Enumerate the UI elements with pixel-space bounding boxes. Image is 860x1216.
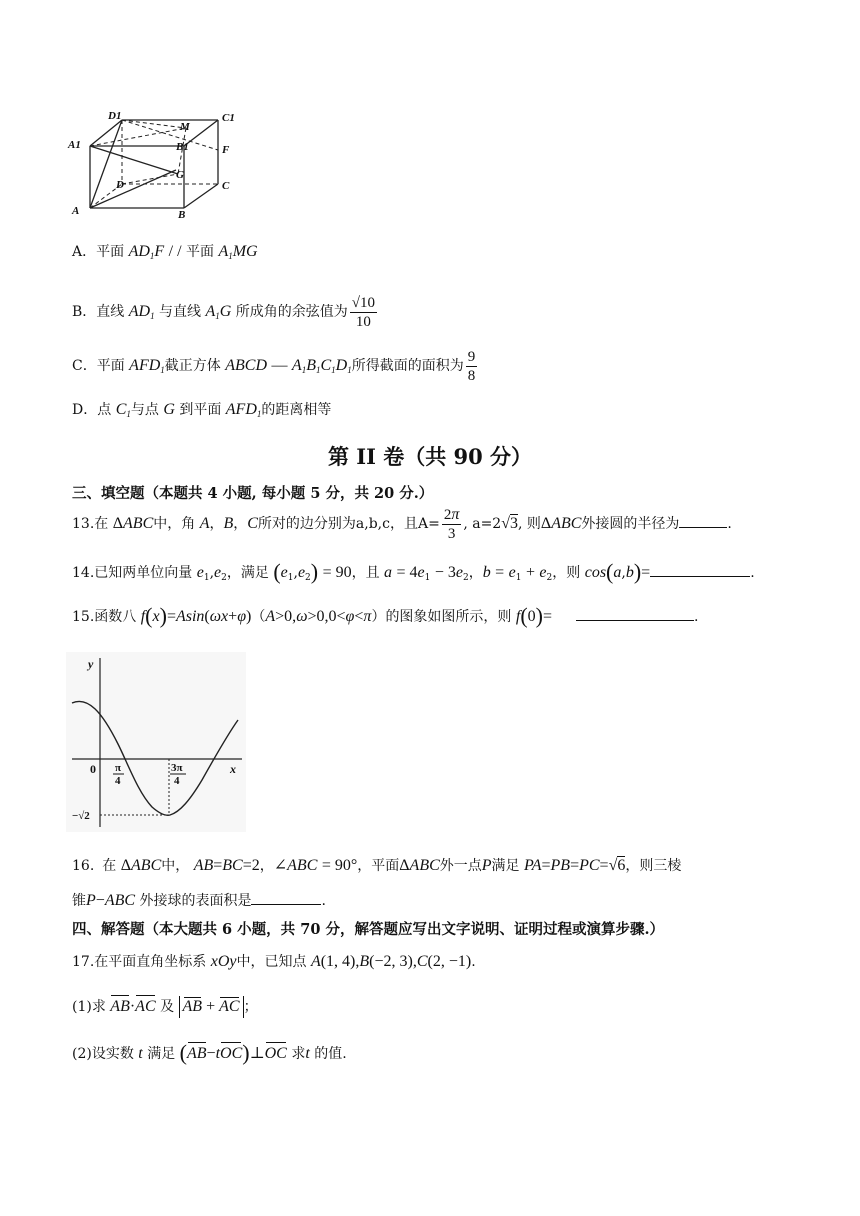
section3-heading: 三、填空题（本题共 4 小题, 每小题 5 分，共 20 分.） [72, 485, 434, 502]
origin-label: 0 [90, 762, 96, 776]
tick-pi4-den: 4 [115, 775, 121, 787]
question-16-line1: 16. 在 ΔABC中， AB=BC=2，∠ABC = 90°，平面ΔABC外一点P满足 PA=PB=PC=√6，则三棱 [72, 857, 682, 874]
cube-label-g: G [176, 169, 184, 181]
option-d: D．点 $C_1$与点 G 到平面 $AFD_1$的距离相等 [72, 401, 332, 419]
cube-label-c: C [222, 180, 230, 192]
cube-label-b: B [178, 209, 186, 221]
q15-sine-graph [66, 652, 246, 832]
cube-label-f: F [222, 144, 230, 156]
option-a: A．平面 $AD_1F$ / / 平面 $A_1MG$ [72, 243, 258, 261]
section4-heading: 四、解答题（本大题共 6 小题，共 70 分，解答题应写出文字说明、证明过程或演算步骤.） [72, 921, 665, 938]
question-17: 17.在平面直角坐标系 xOy中，已知点 A(1, 4),B(−2, 3),C(2, −1). [72, 953, 476, 970]
cube-label-c1: C1 [222, 112, 235, 124]
question-13: 13.在 ΔABC中，角 A，B，C所对的边分别为a,b,c，且A= $\frac{2\pi}{3}$ , a=2√3, 则ΔABC外接圆的半径为 . [72, 505, 732, 542]
cube-label-m: M [180, 121, 190, 133]
option-b: B．直线 $AD_1$ 与直线 $A_1G$ 所成角的余弦值为 $\frac{√10}{10}$ [72, 294, 376, 330]
cube-label-a1: A1 [68, 139, 81, 151]
question-16-line2: 锥P−ABC 外接球的表面积是 . [72, 892, 326, 909]
min-value-label: −√2 [72, 810, 90, 822]
question-17-part1: (1)求 AB·AC 及 AB + AC ； [72, 994, 258, 1020]
tick-3pi4-num: 3π [171, 762, 183, 774]
y-axis-label: y [88, 657, 94, 671]
cube-label-a: A [72, 205, 80, 217]
cube-label-d: D [116, 179, 124, 191]
cube-figure [66, 108, 256, 223]
question-15: 15.函数八 f(x)=Asin(ωx+φ)（A>0,ω>0,0<φ<π）的图象如图所示，则 f(0)= . [72, 603, 699, 628]
option-c: C．平面 $AFD_1$截正方体 ABCD — $A_1B_1C_1D_1$所得截面的面积为 $\frac{9}{8}$ [72, 348, 476, 384]
section-title: 第 II 卷（共 90 分） [327, 444, 533, 469]
cube-label-b1: B1 [176, 141, 189, 153]
x-axis-label: x [230, 762, 236, 776]
tick-3pi4-den: 4 [174, 775, 180, 787]
tick-pi4-num: π [115, 762, 122, 774]
question-17-part2: (2)设实数 t 满足 (AB−tOC)⊥OC 求t 的值. [72, 1040, 347, 1065]
cube-label-d1: D1 [108, 110, 122, 122]
question-14: 14.已知两单位向量 $e_1,e_2$，满足 $(e_1,e_2) = 90$，且 $a = 4e_1 - 3e_2$，$b = e_1 + e_2$，则 cos(a,b)= . [72, 559, 755, 584]
